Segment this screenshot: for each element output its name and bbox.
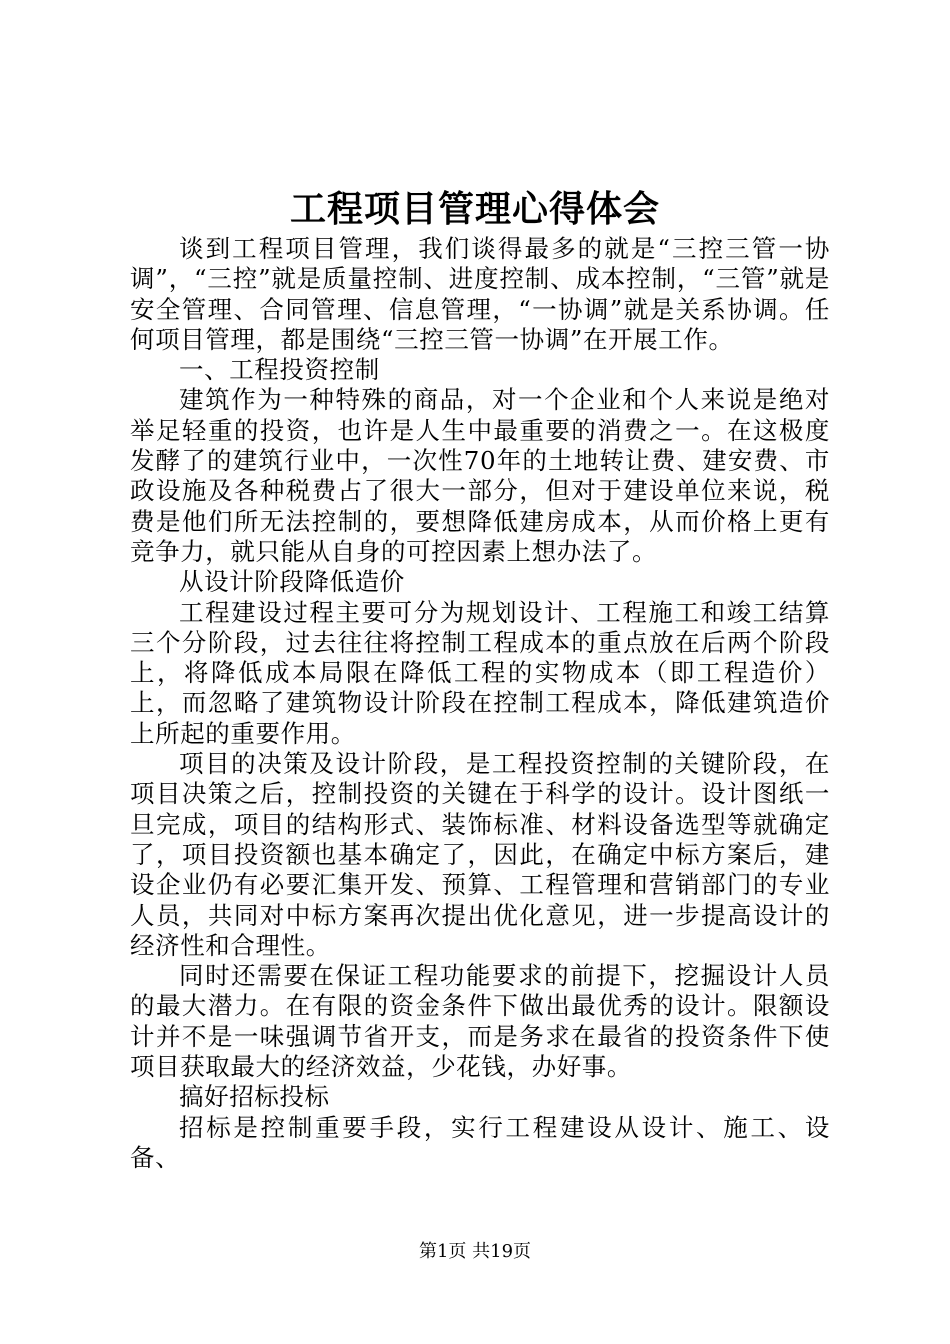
paragraph-intro: 谈到工程项目管理，我们谈得最多的就是“三控三管一协调”，“三控”就是质量控制、进度控制、成本控制，“三管”就是安全管理、合同管理、信息管理，“一协调”就是关系协调。任何项目管理，都是围绕“三控三管一协调”在开展工作。 bbox=[130, 234, 830, 354]
subheading-design-stage: 从设计阶段降低造价 bbox=[179, 567, 405, 597]
subheading-bidding: 搞好招标投标 bbox=[179, 1082, 330, 1112]
page-footer: 第1页 共19页 bbox=[418, 1241, 532, 1262]
document-title: 工程项目管理心得体会 bbox=[289, 188, 660, 230]
section-heading-investment-control: 一、工程投资控制 bbox=[179, 355, 380, 385]
paragraph-decision-design: 项目的决策及设计阶段，是工程投资控制的关键阶段，在项目决策之后，控制投资的关键在于科学的设计。设计图纸一旦完成，项目的结构形式、装饰标准、材料设备选型等就确定了，项目投资额也基本确定了，因此，在确定中标方案后，建设企业仍有必要汇集开发、预算、工程管理和营销部门的专业人员，共同对中标方案再次提出优化意见，进一步提高设计的经济性和合理性。 bbox=[130, 749, 830, 960]
paragraph-building-investment: 建筑作为一种特殊的商品，对一个企业和个人来说是绝对举足轻重的投资，也许是人生中最重要的消费之一。在这极度发酵了的建筑行业中，一次性70年的土地转让费、建安费、市政设施及各种税费占了很大一部分，但对于建设单位来说，税费是他们所无法控制的，要想降低建房成本，从而价格上更有竞争力，就只能从自身的可控因素上想办法了。 bbox=[130, 385, 830, 566]
paragraph-design-potential: 同时还需要在保证工程功能要求的前提下，挖掘设计人员的最大潜力。在有限的资金条件下做出最优秀的设计。限额设计并不是一味强调节省开支，而是务求在最省的投资条件下使项目获取最大的经济效益，少花钱，办好事。 bbox=[130, 961, 830, 1082]
document-body bbox=[130, 234, 830, 1173]
paragraph-bidding: 招标是控制重要手段，实行工程建设从设计、施工、设备、 bbox=[130, 1112, 830, 1172]
paragraph-construction-stages: 工程建设过程主要可分为规划设计、工程施工和竣工结算三个分阶段，过去往往将控制工程成本的重点放在后两个阶段上，将降低成本局限在降低工程的实物成本（即工程造价）上，而忽略了建筑物设计阶段在控制工程成本，降低建筑造价上所起的重要作用。 bbox=[130, 597, 830, 748]
